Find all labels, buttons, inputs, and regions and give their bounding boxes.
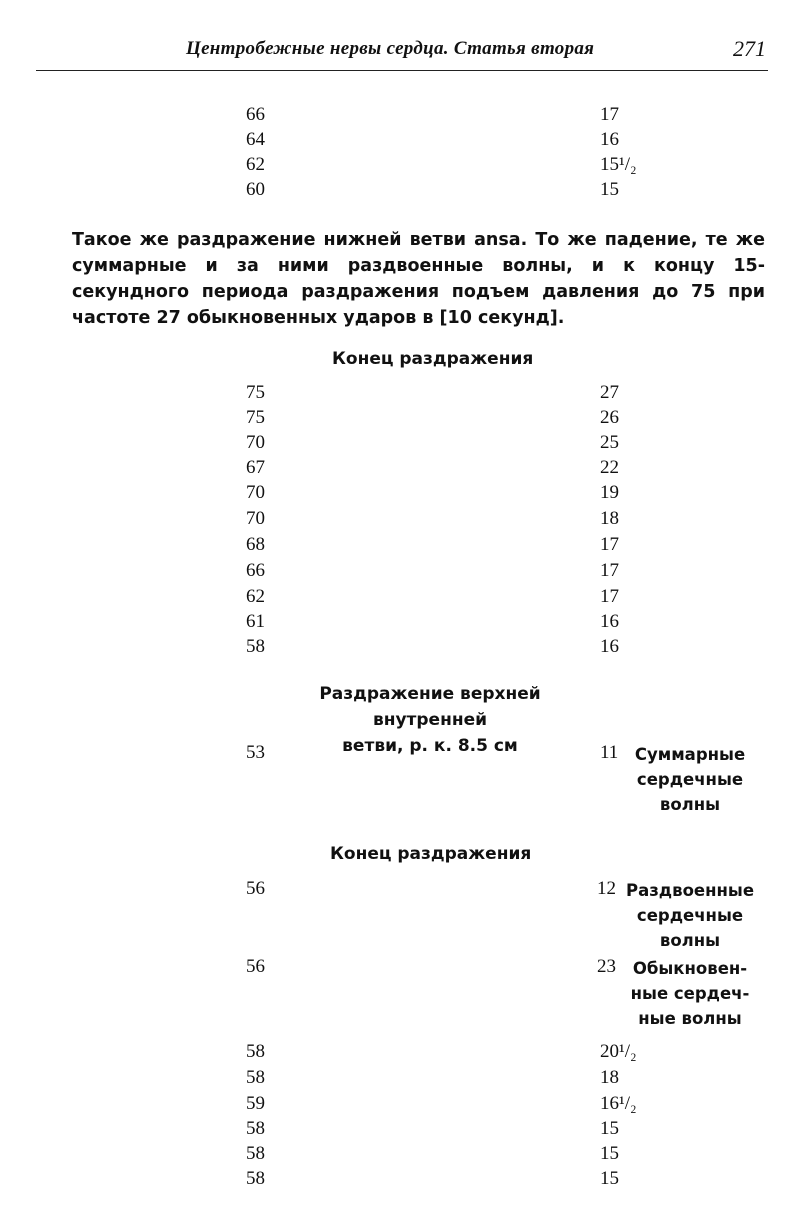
s1-right-4: 19	[600, 482, 619, 503]
s1-right-1: 26	[600, 407, 619, 428]
s3-right-2: 16¹/₂	[600, 1093, 637, 1114]
s3-right-4: 15	[600, 1143, 619, 1164]
section1-heading: Конец раздражения	[332, 349, 534, 369]
s2-left: 53	[246, 742, 265, 763]
table-top-left-3: 60	[246, 179, 265, 200]
s1-right-8: 17	[600, 586, 619, 607]
header-rule	[36, 70, 768, 71]
s1-left-0: 75	[246, 382, 265, 403]
caption-line-1: Раздражение верхней внутренней	[319, 684, 541, 730]
s3-right-3: 15	[600, 1118, 619, 1139]
s1-left-10: 58	[246, 636, 265, 657]
s3-row1-note-line-1: Раздвоенные	[625, 881, 755, 900]
s1-right-0: 27	[600, 382, 619, 403]
s3-right-5: 15	[600, 1168, 619, 1189]
s2-note-line-3: волны	[659, 795, 721, 814]
caption-line-2: ветви, р. к. 8.5 см	[342, 736, 518, 756]
s3-left-1: 58	[246, 1067, 265, 1088]
s3-row2-note-line-1: Обыкновен-	[632, 959, 748, 978]
s3-row1-note-line-3: волны	[659, 931, 721, 950]
s1-left-7: 66	[246, 560, 265, 581]
s3-row1-note	[615, 878, 765, 953]
s3-row1-left: 56	[246, 878, 265, 899]
s1-right-10: 16	[600, 636, 619, 657]
s3-row2-note	[615, 956, 765, 1031]
s3-left-0: 58	[246, 1041, 265, 1062]
s3-right-1: 18	[600, 1067, 619, 1088]
table-top-right-1: 16	[600, 129, 619, 150]
s1-right-6: 17	[600, 534, 619, 555]
table-top-left-0: 66	[246, 104, 265, 125]
running-header-title: Центробежные нервы сердца. Статья вторая	[186, 38, 595, 59]
s3-row1-right: 12	[597, 878, 616, 899]
s3-left-4: 58	[246, 1143, 265, 1164]
s2-note-line-2: сердечные	[636, 770, 744, 789]
table-top-left-1: 64	[246, 129, 265, 150]
s1-left-9: 61	[246, 611, 265, 632]
s3-row2-note-line-2: ные сердеч-	[630, 984, 750, 1003]
table-top-right-0: 17	[600, 104, 619, 125]
s1-right-2: 25	[600, 432, 619, 453]
body-paragraph: Такое же раздражение нижней ветви ansa. То же падение, те же суммарные и за ними раздвоенные волны, и к концу 15-секундного периода раздражения подъем давления до 75 при частоте 27 обыкновенных ударов в [10 секунд].	[72, 230, 765, 328]
section3-heading: Конец раздражения	[330, 844, 532, 864]
s2-right: 11	[600, 742, 619, 763]
s1-left-8: 62	[246, 586, 265, 607]
s1-left-5: 70	[246, 508, 265, 529]
s1-right-7: 17	[600, 560, 619, 581]
table-top-right-2: 15¹/₂	[600, 154, 637, 175]
s1-left-3: 67	[246, 457, 265, 478]
s1-left-4: 70	[246, 482, 265, 503]
s3-left-5: 58	[246, 1168, 265, 1189]
s1-right-5: 18	[600, 508, 619, 529]
page-number: 271	[733, 36, 766, 61]
s3-row2-note-line-3: ные волны	[638, 1009, 742, 1028]
s1-right-3: 22	[600, 457, 619, 478]
s1-left-1: 75	[246, 407, 265, 428]
s2-note-line-1: Суммарные	[634, 745, 746, 764]
s1-right-9: 16	[600, 611, 619, 632]
s3-left-2: 59	[246, 1093, 265, 1114]
section2-caption	[260, 681, 600, 759]
s3-row2-left: 56	[246, 956, 265, 977]
s3-row1-note-line-2: сердечные	[636, 906, 744, 925]
s1-left-2: 70	[246, 432, 265, 453]
s1-left-6: 68	[246, 534, 265, 555]
s3-row2-right: 23	[597, 956, 616, 977]
table-top-right-3: 15	[600, 179, 619, 200]
table-top-left-2: 62	[246, 154, 265, 175]
s3-left-3: 58	[246, 1118, 265, 1139]
s3-right-0: 20¹/₂	[600, 1041, 637, 1062]
s2-note	[615, 742, 765, 817]
